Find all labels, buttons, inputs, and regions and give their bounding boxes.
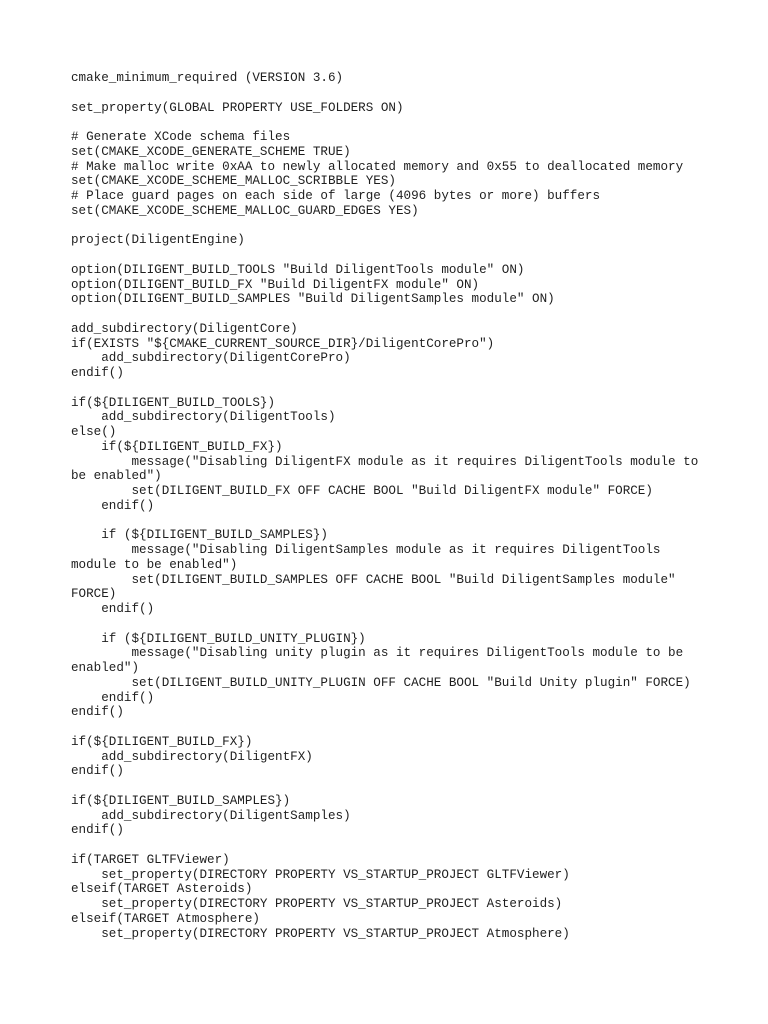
blank-line <box>71 617 711 632</box>
code-line: # Place guard pages on each side of large (4096 bytes or more) buffers <box>71 189 601 203</box>
blank-line <box>71 86 711 101</box>
code-line: endif() <box>71 764 124 779</box>
blank-line <box>71 307 711 322</box>
code-line: add_subdirectory(DiligentFX) <box>71 749 313 764</box>
code-line: endif() <box>71 823 124 838</box>
code-line: if (${DILIGENT_BUILD_SAMPLES}) <box>71 528 328 543</box>
code-line: message("Disabling DiligentFX module as it requires DiligentTools module to <box>71 454 699 469</box>
blank-line <box>71 219 711 234</box>
blank-line <box>71 248 711 263</box>
code-line: be enabled") <box>71 469 162 484</box>
code-line: set_property(GLOBAL PROPERTY USE_FOLDERS ON) <box>71 100 404 115</box>
code-line: set_property(DIRECTORY PROPERTY VS_STARTUP_PROJECT Asteroids) <box>71 897 563 911</box>
blank-line <box>71 381 711 396</box>
code-line: endif() <box>71 602 155 616</box>
code-line: add_subdirectory(DiligentSamples) <box>71 808 351 823</box>
code-line: endif() <box>71 366 124 380</box>
code-line: add_subdirectory(DiligentTools) <box>71 410 336 425</box>
code-line: set_property(DIRECTORY PROPERTY VS_STARTUP_PROJECT Atmosphere) <box>71 926 570 941</box>
blank-line <box>71 779 711 794</box>
code-line: enabled") <box>71 661 140 675</box>
code-line: endif() <box>71 690 155 705</box>
code-line: if (${DILIGENT_BUILD_UNITY_PLUGIN}) <box>71 631 366 646</box>
code-line: module to be enabled") <box>71 557 238 572</box>
code-line: if(${DILIGENT_BUILD_FX}) <box>71 734 253 749</box>
code-line: add_subdirectory(DiligentCorePro) <box>71 351 351 366</box>
code-line: set(DILIGENT_BUILD_UNITY_PLUGIN OFF CACHE BOOL "Build Unity plugin" FORCE) <box>71 675 691 690</box>
code-line: if(${DILIGENT_BUILD_FX}) <box>71 439 283 454</box>
code-line: set(CMAKE_XCODE_GENERATE_SCHEME TRUE) <box>71 144 351 159</box>
code-line: set(DILIGENT_BUILD_FX OFF CACHE BOOL "Build DiligentFX module" FORCE) <box>71 484 653 498</box>
code-line: if(${DILIGENT_BUILD_TOOLS}) <box>71 395 276 410</box>
code-line: add_subdirectory(DiligentCore) <box>71 321 298 336</box>
code-line: # Make malloc write 0xAA to newly allocated memory and 0x55 to deallocated memory <box>71 159 684 174</box>
code-line: message("Disabling unity plugin as it requires DiligentTools module to be <box>71 646 684 661</box>
cmake-code-block <box>71 71 711 941</box>
code-line: set_property(DIRECTORY PROPERTY VS_STARTUP_PROJECT GLTFViewer) <box>71 867 570 882</box>
code-line: FORCE) <box>71 587 117 602</box>
code-line: endif() <box>71 498 155 513</box>
blank-line <box>71 720 711 735</box>
code-line: endif() <box>71 705 124 720</box>
blank-line <box>71 514 711 529</box>
blank-line <box>71 115 711 130</box>
blank-line <box>71 838 711 853</box>
code-line: message("Disabling DiligentSamples module as it requires DiligentTools <box>71 543 661 557</box>
code-line: option(DILIGENT_BUILD_TOOLS "Build DiligentTools module" ON) <box>71 262 525 277</box>
code-line: option(DILIGENT_BUILD_FX "Build DiligentFX module" ON) <box>71 277 480 292</box>
code-line: set(CMAKE_XCODE_SCHEME_MALLOC_SCRIBBLE YES) <box>71 174 396 189</box>
code-line: set(DILIGENT_BUILD_SAMPLES OFF CACHE BOOL "Build DiligentSamples module" <box>71 572 676 587</box>
code-line: if(${DILIGENT_BUILD_SAMPLES}) <box>71 793 291 808</box>
code-line: project(DiligentEngine) <box>71 233 245 248</box>
code-line: elseif(TARGET Asteroids) <box>71 882 253 897</box>
code-line: if(TARGET GLTFViewer) <box>71 852 230 867</box>
code-line: # Generate XCode schema files <box>71 130 291 144</box>
code-line: option(DILIGENT_BUILD_SAMPLES "Build DiligentSamples module" ON) <box>71 292 555 307</box>
code-line: elseif(TARGET Atmosphere) <box>71 911 260 926</box>
code-line: cmake_minimum_required (VERSION 3.6) <box>71 71 344 85</box>
code-line: if(EXISTS "${CMAKE_CURRENT_SOURCE_DIR}/DiligentCorePro") <box>71 336 495 351</box>
code-line: else() <box>71 425 117 439</box>
code-line: set(CMAKE_XCODE_SCHEME_MALLOC_GUARD_EDGES YES) <box>71 203 419 218</box>
